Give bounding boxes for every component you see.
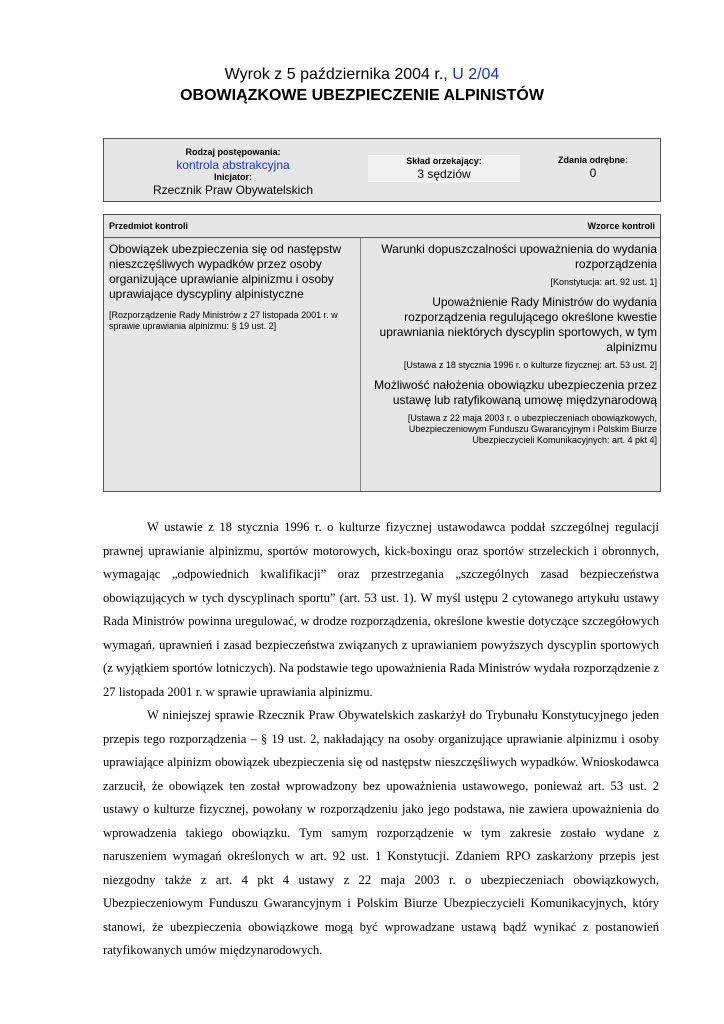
pattern-item bbox=[366, 242, 657, 288]
body-paragraph: W niniejszej sprawie Rzecznik Praw Obywatelskich zaskarżył do Trybunału Konstytucyjnego jeden przepis tego rozporządzenia – § 19 ust. 2, nakładający na osoby organizujące uprawianie alpinizmu i osoby uprawiające alpinizm obowiązek ubezpieczenia się od następstw nieszczęśliwych wypadków. Wnioskodawca zarzucił, że obowiązek ten został wprowadzony bez upoważnienia ustawowego, ponieważ art. 53 ust. 2 ustawy o kulturze fizycznej, powołany w rozporządzeniu jako jego podstawa, nie zawiera upoważnienia do wprowadzenia takiego obowiązku. Tym samym rozporządzenie w tym zakresie zostało wydane z naruszeniem wymagań określonych w art. 92 ust. 1 Konstytucji. Zdaniem RPO zaskarżony przepis jest niezgodny także z art. 4 pkt 4 ustawy z 22 maja 2003 r. o ubezpieczeniach obowiązkowych, Ubezpieczeniowym Funduszu Gwarancyjnym i Polskim Biurze Ubezpieczycieli Komunikacyjnych, który stanowi, że ubezpieczenia obowiązkowe mogą być wprowadzane ustawą bądź wynikać z postanowień ratyfikowanych umów międzynarodowych. bbox=[103, 708, 659, 957]
control-box bbox=[103, 214, 661, 492]
pattern-reference: [Konstytucja: art. 92 ust. 1] bbox=[550, 277, 657, 287]
patterns-column bbox=[366, 242, 657, 453]
subject-reference: [Rozporządzenie Rady Ministrów z 27 listopada 2001 r. w sprawie uprawiania alpinizmu: § 19 ust. 2] bbox=[109, 310, 338, 331]
pattern-reference: [Ustawa z 18 stycznia 1996 r. o kulturze fizycznej: art. 53 ust. 2] bbox=[403, 360, 657, 370]
document-subtitle: OBOWIĄZKOWE UBEZPIECZENIE ALPINISTÓW bbox=[180, 87, 544, 104]
dissent-label: Zdania odrębne: bbox=[557, 155, 628, 165]
pattern-text: Możliwość nałożenia obowiązku ubezpieczenia przez ustawę lub ratyfikowaną umowę międzynarodową bbox=[374, 378, 657, 407]
bench-label: Skład orzekający: bbox=[406, 156, 482, 166]
body-text bbox=[103, 516, 659, 963]
case-info-box bbox=[103, 138, 661, 202]
proceeding-value: kontrola abstrakcyjna bbox=[176, 158, 290, 172]
pattern-text: Warunki dopuszczalności upoważnienia do wydania rozporządzenia bbox=[381, 242, 657, 271]
column-divider bbox=[360, 238, 361, 491]
title-text: Wyrok z 5 października 2004 r., bbox=[224, 66, 448, 83]
initiator-value: Rzecznik Praw Obywatelskich bbox=[152, 183, 314, 197]
case-signature-link[interactable]: U 2/04 bbox=[452, 66, 500, 83]
bench-cell bbox=[368, 155, 520, 181]
control-box-header bbox=[104, 215, 660, 238]
bench-value: 3 sędziów bbox=[417, 167, 471, 181]
pattern-item bbox=[366, 295, 657, 371]
dissent-cell bbox=[526, 155, 660, 180]
patterns-header: Wzorce kontroli bbox=[587, 221, 655, 231]
subject-header: Przedmiot kontroli bbox=[109, 221, 189, 231]
pattern-item bbox=[366, 378, 657, 446]
document-title bbox=[0, 66, 724, 84]
pattern-text: Upoważnienie Rady Ministrów do wydania rozporządzenia regulującego określone kwestie uprawniania niektórych dyscyplin sportowych, w tym alpinizmu bbox=[379, 295, 657, 354]
subject-column bbox=[109, 242, 355, 332]
proceeding-label: Rodzaj postępowania: bbox=[185, 147, 281, 157]
subject-text: Obowiązek ubezpieczenia się od następstw nieszczęśliwych wypadków przez osoby organizujące uprawianie alpinizmu i osoby uprawiające dyscypliny alpinistyczne bbox=[109, 242, 342, 301]
dissent-value: 0 bbox=[589, 166, 597, 180]
proceeding-cell bbox=[104, 147, 362, 197]
initiator-label: Inicjator: bbox=[213, 172, 252, 182]
body-paragraph: W ustawie z 18 stycznia 1996 r. o kulturze fizycznej ustawodawca poddał szczególnej regulacji prawnej uprawianie alpinizmu, sportów motorowych, kick-boxingu oraz sportów strzeleckich i obronnych, wymagając „odpowiednich kwalifikacji” oraz przestrzegania „szczególnych zasad bezpieczeństwa obowiązujących w tych dyscyplinach sportu” (art. 53 ust. 1). W myśl ustępu 2 cytowanego artykułu ustawy Rada Ministrów powinna uregulować, w drodze rozporządzenia, określone kwestie dotyczące szczegółowych wymagań, uprawnień i zasad bezpieczeństwa związanych z uprawianiem powyższych dyscyplin sportowych (z wyjątkiem sportów lotniczych). Na podstawie tego upoważnienia Rada Ministrów wydała rozporządzenie z 27 listopada 2001 r. w sprawie uprawiania alpinizmu. bbox=[103, 520, 659, 699]
pattern-reference: [Ustawa z 22 maja 2003 r. o ubezpieczeniach obowiązkowych, Ubezpieczeniowym Funduszu Gwarancyjnym i Polskim Biurze Ubezpieczycieli Komunikacyjnych: art. 4 pkt 4] bbox=[407, 413, 657, 445]
